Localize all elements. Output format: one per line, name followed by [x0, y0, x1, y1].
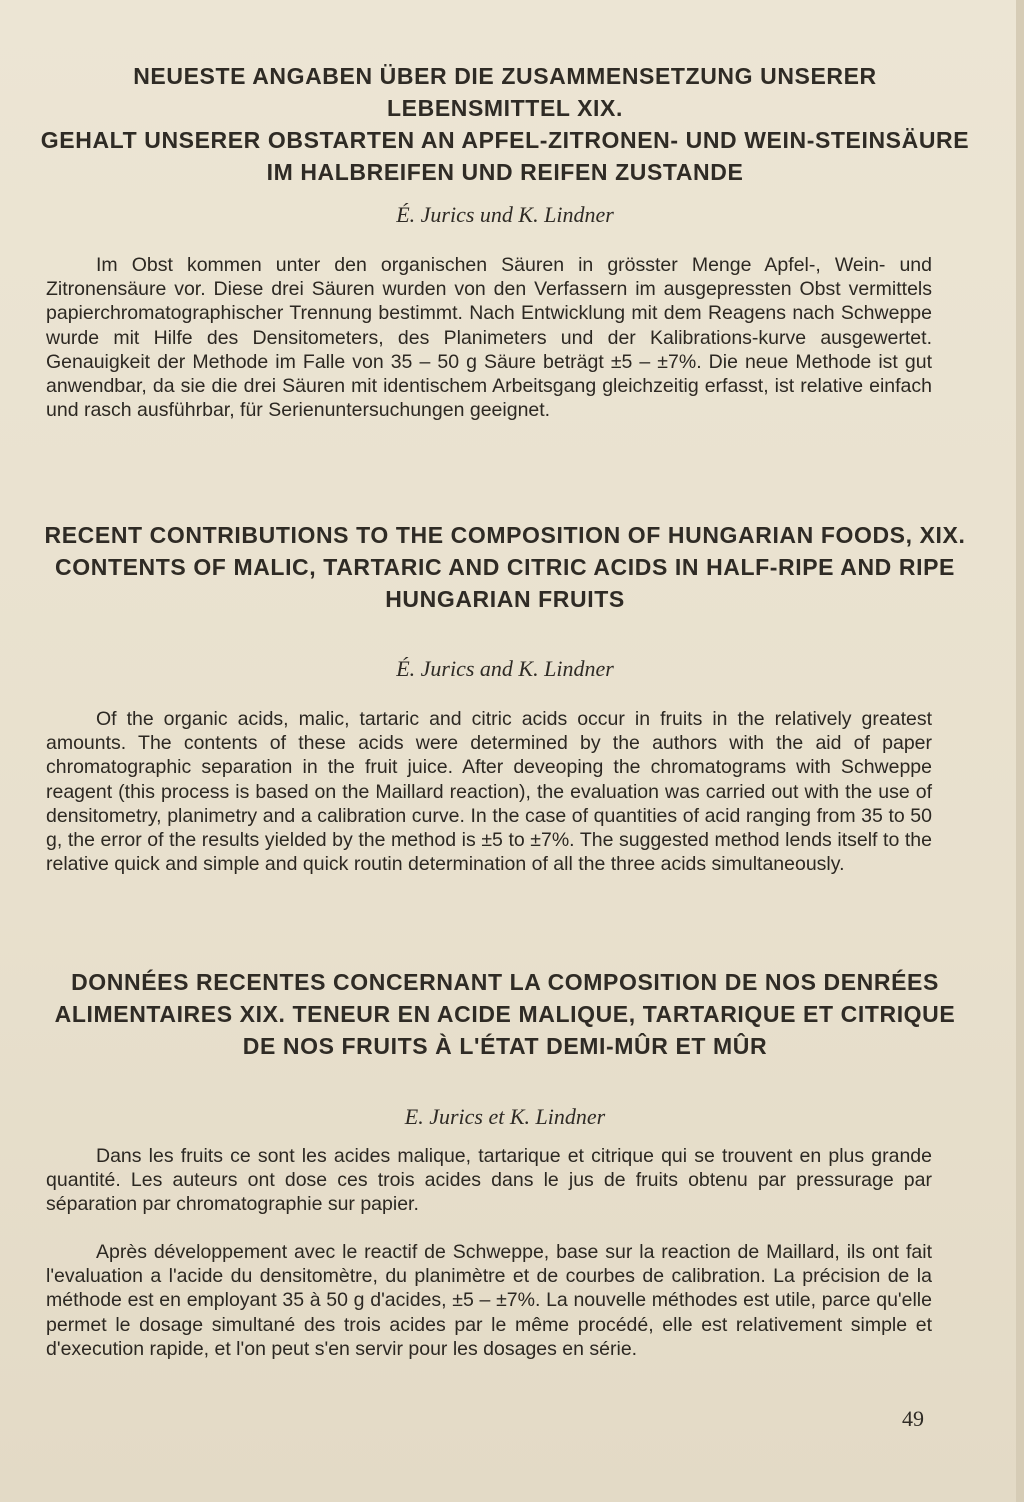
- english-abstract: Of the organic acids, malic, tartaric and citric acids occur in fruits in the relatively greatest amounts. The contents of these acids were determined by the authors with the aid of paper chromatographic separation in the fruit juice. After deveoping the chromatograms with Schweppe reagent (this process is based on the Maillard reaction), the evaluation was carried out with the use of densitometry, planimetry and a calibration curve. In the case of quantities of acid ranging from 35 to 50 g, the error of the results yielded by the method is ±5 to ±7%. The suggested method lends itself to the relative quick and simple and quick routin determination of all the three acids simultaneously.: [46, 708, 932, 876]
- french-abstract-paragraph-1: Dans les fruits ce sont les acides malique, tartarique et citrique qui se trouvent en plus grande quantité. Les auteurs ont dose ces trois acides dans le jus de fruits obtenu par pressurage par séparation par chromatographie sur papier.: [46, 1145, 932, 1216]
- english-title: RECENT CONTRIBUTIONS TO THE COMPOSITION OF HUNGARIAN FOODS, XIX. CONTENTS OF MALIC, TARTARIC AND CITRIC ACIDS IN HALF-RIPE AND RIPE HUNGARIAN FRUITS: [44, 522, 966, 612]
- french-title: DONNÉES RECENTES CONCERNANT LA COMPOSITION DE NOS DENRÉES ALIMENTAIRES XIX. TENEUR EN ACIDE MALIQUE, TARTARIQUE ET CITRIQUE DE NOS FRUITS À L'ÉTAT DEMI-MÛR ET MÛR: [54, 969, 956, 1059]
- german-title: NEUESTE ANGABEN ÜBER DIE ZUSAMMENSETZUNG UNSERER LEBENSMITTEL XIX. GEHALT UNSERER OBSTARTEN AN APFEL-ZITRONEN- UND WEIN-STEINSÄURE IM HALBREIFEN UND REIFEN ZUSTANDE: [40, 63, 970, 185]
- german-authors: É. Jurics und K. Lindner: [396, 202, 614, 227]
- french-authors: E. Jurics et K. Lindner: [404, 1104, 606, 1129]
- french-abstract-paragraph-2: Après développement avec le reactif de Schweppe, base sur la reaction de Maillard, ils ont fait l'evaluation a l'acide du densitomètre, du planimètre et de courbes de calibration. La précision de la méthode est en employant 35 à 50 g d'acides, ±5 – ±7%. La nouvelle méthodes est utile, parce qu'elle permet le dosage simultané des trois acides par le même procédé, elle est relativement simple et d'execution rapide, et l'on peut s'en servir pour les dosages en série.: [46, 1241, 932, 1360]
- english-authors: É. Jurics and K. Lindner: [396, 656, 614, 681]
- german-abstract: Im Obst kommen unter den organischen Säuren in grösster Menge Apfel-, Wein- und Zitronensäure vor. Diese drei Säuren wurden von den Verfassern im ausgepressten Obst vermittels papierchromatographischer Trennung bestimmt. Nach Entwicklung mit dem Reagens nach Schweppe wurde mit Hilfe des Densitometers, des Planimeters und der Kalibrations-kurve ausgewertet. Genauigkeit der Methode im Falle von 35 – 50 g Säure beträgt ±5 – ±7%. Die neue Methode ist gut anwendbar, da sie die drei Säuren mit identischem Arbeitsgang gleichzeitig erfasst, ist relative einfach und rasch ausführbar, für Serienuntersuchungen geeignet.: [46, 254, 932, 422]
- page-number: 49: [902, 1406, 924, 1431]
